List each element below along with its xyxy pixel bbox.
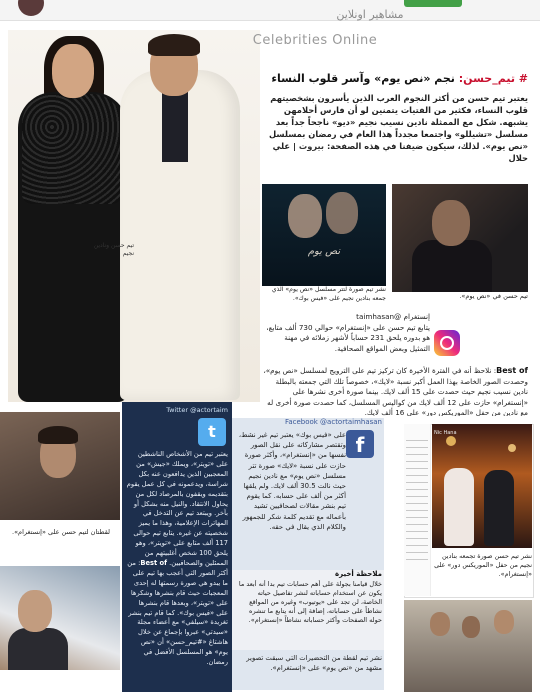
byline-city: بيروت [298,141,325,151]
twitter-bestof-text: من أكثر الصور التي أعجب بها تيم على ما يبدو هي صورة رسمتها له إحدى المعجبات حيث قام بنشرها وشكرها على «تويتر»، وبعدها قام بنشرها على «فيس بوك». كما قام تيم بنشر تغريدة «سيلفي» مع أعضاء مجلة «سيدتي» عبروا بإجماع عن خلال هاشتاغ «#تيم_حسن» أن «نص يوم» هو المسلسل الأفضل في رمضان. [127,558,228,667]
facebook-handle: Facebook @actortaimhasan [284,418,382,426]
series-poster-photo [262,184,386,286]
instagram-card-caption: نشر تيم حسن صورة تجمعه بنادين نجيم من حفل «الموريكس دور» على «إنستغرام». [434,552,532,578]
twitter-icon: t [198,418,226,446]
headline-text: نجم «نص يوم» وآسر قلوب النساء [271,72,459,85]
behind-scenes-photo [404,600,532,692]
couple-caption: تيم حسن ونادين نجيم [93,242,134,257]
poster-face-shape [288,194,322,238]
instagram-handle: @taimhasan [356,312,402,321]
twitter-text: يعتبر تيم من الأشخاص الناشطين على «تويتر»، ويملك «جيش» من المعجبين الذين يدافعون عنه بكل شراسة، ويدعمونه في كل عمل يقوم بتقديمه ويقفون بالمرصاد لكل من يحاول الانتقاد. والنيل منه بشكل أو بآخر. ويبتعد تيم عن التدخل في المهاترات الإعلامية، وهذا ما يميز شخصيته عن غيره. يتابع تيم حوالى 117 ألف متابع على «تويتر»، وهو يلحق 100 شخص أغلبيتهم من الممثلين والصحافيين. Best of: من أكثر الصور التي أعجب بها تيم على ما يبدو هي صورة رسمتها له إحدى المعجبات حيث قام بنشرها وشكرها على «تويتر»، وبعدها قام بنشرها على «فيس بوك». كما قام تيم بنشر تغريدة «سيلفي» مع أعضاء مجلة «سيدتي» عبروا بإجماع عن خلال هاشتاغ «#تيم_حسن» أن «نص يوم» هو المسلسل الأفضل في رمضان. [126,450,228,667]
facebook-text: على «فيس بوك» يعتبر تيم غير نشط، وتقتصر مشاركاته على نقل الصور نفسها من «إنستغرام»، وأكثر صورة حازت على نسبة «لايك» صورة تتر مسلسل «نص يوم» مع نادين نجيم حيث نالت 30.5 ألف لايك. ولم يلقها أكثر من ألف على حسابه. كما يقوم تيم بنشر مقالات لصحافيين تشيد بأعماله مع تقديم كلمة شكر للجمهور والكلام الذي يقال في حقه. [238,431,346,531]
poster-caption: نشر تيم صورة لتتر مسلسل «نص يوم» الذي جمعه بنادين نجيم على «فيس بوك». [271,286,386,302]
headline-hashtag: # تيم_حسن: [458,72,528,85]
site-logo-english: Celebrities Online [252,33,378,48]
instagram-bestof: Best of: نلاحظ أنه في الفترة الأخيرة كان تركيز تيم على الترويج لمسلسل «نص يوم»، وحصدت الصور الخاصة بهذا العمل أكبر نسبة «لايك»، خصوصاً تلك التي جمعته بالبطلة نادين نسيب نجيم حيث حصدت على 15 ألف لايك. بينما صورة أخرى نشرها على «إنستغرام» حازت على 12 ألف لايك من كواليس المسلسل، كما حصدت صورة أخرى له مع نادين من حفل «الموريكس دور» على 16 ألف لايك. [263,366,528,416]
note-text: خلال قيامنا بجولة على أهم حسابات تيم بدا أنه أبعد ما يكون عن استخدام حساباته لنشر تفاصيل حياته الخاصة، لن تجد على «يوتيوب» وغيره من المواقع نشاطاً على حساباته، إضافة إلى أنه يتابع ما تنشره حوله الصفحات وأكثر حساباته نشاطاً «إنستغرام». [238,580,382,624]
taim-figure-shape [484,470,514,546]
taim-photo-body-shape [412,240,492,292]
instagram-text: يتابع تيم حسن على «إنستغرام» حوالي 730 ألف متابع، هو بدوره يلحق 231 حساباً لأشهر زملائه في مهنة التمثيل وبعض المواقع الصحافية. [266,322,430,353]
instagram-photos-caption: لقطتان لتيم حسن على «إنستغرام». [12,528,110,536]
man-shirt-shape [162,92,188,162]
action-button[interactable] [404,0,462,7]
poster-title: نص يوم [307,246,341,257]
twitter-body: يعتبر تيم من الأشخاص الناشطين على «تويتر»، ويملك «جيش» من المعجبين الذين يدافعون عنه بكل شراسة، ويدعمونه في كل عمل يقوم بتقديمه ويقفون بالمرصاد لكل من يحاول الانتقاد. والنيل منه بشكل أو بآخر. ويبتعد تيم عن التدخل في المهاترات الإعلامية، وهذا ما يميز شخصيته عن غيره. يتابع تيم حوالى 117 ألف متابع على «تويتر»، وهو يلحق 100 شخص أغلبيتهم من الممثلين والصحافيين. [126,450,228,567]
article-headline [258,72,528,85]
poster-face-shape [326,192,358,234]
twitter-bestof-tag: Best of [140,558,168,567]
nadine-figure-shape [444,468,474,546]
instagram-label: إنستغرام [403,312,430,321]
stage-light-shape [446,436,456,446]
instagram-section [262,312,430,354]
site-logo-arabic: مشاهير اونلاين [336,8,404,21]
taim-photo-caption: تيم حسن في «نص يوم». [459,292,528,300]
photo-hair-shape [38,426,78,444]
intro-text: يعتبر تيم حسن من أكثر النجوم العرب الذين يأسرون بشخصيتهم قلوب النساء، فكثير من الفتيات يتمنين لو أن فارس أحلامهن يشبهه. شكل مع الممثلة نادين نسيب نجيم «ديو» ناجحاً جداً بعد مسلسل «تشيللو» واجتمعا مجدداً هذا العام في رمضان بمسلسل «نص يوم». لذلك، سيكون ضيفنا في هذه الصفحة: [269,93,528,151]
byline-author: علي حلال [272,141,528,163]
twitter-handle: Twitter @actortaim [166,406,228,414]
stage-light-shape [508,444,516,452]
photo-body-shape [8,628,68,670]
instagram-icon-lens [440,336,454,350]
note-title: ملاحظة أخيرة [335,570,382,578]
bestof-tag: Best of [496,366,528,375]
facebook-icon: f [346,430,374,458]
instagram-card-comments [406,440,428,560]
bestof-text: نلاحظ أنه في الفترة الأخيرة كان تركيز تيم على الترويج لمسلسل «نص يوم»، وحصدت الصور الخاصة بهذا العمل أكبر نسبة «لايك»، خصوصاً تلك التي جمعته بالبطلة نادين نسيب نجيم حيث حصدت على 15 ألف لايك. بينما صورة أخرى نشرها على «إنستغرام» حازت على 12 ألف لايك من كواليس المسلسل، كما حصدت صورة أخرى له مع نادين من حفل «الموريكس دور» على 16 ألف لايك. [263,366,528,416]
woman-lace-shape [22,94,122,204]
crowd-head-shape [430,612,450,636]
crowd-head-shape [494,610,514,634]
woman-head-shape [52,44,94,98]
man-hair-shape [148,34,200,56]
photo-face-shape [18,590,52,632]
instagram-card-username: Nic Hana [434,430,457,436]
bottom-caption: نشر تيم لقطة من التحضيرات التي سبقت تصوير مشهد من «نص يوم» على «إنستغرام». [246,654,382,672]
taim-photo-face-shape [432,200,470,246]
article-intro: يعتبر تيم حسن من أكثر النجوم العرب الذين يأسرون بشخصيتهم قلوب النساء، فكثير من الفتيات يتمنين لو أن فارس أحلامهن يشبهه. شكل مع الممثلة نادين نسيب نجيم «ديو» ناجحاً جداً بعد مسلسل «تشيللو» واجتمعا مجدداً هذا العام في رمضان بمسلسل «نص يوم». لذلك، سيكون ضيفنا في هذه الصفحة: بيروت | علي حلال [269,93,528,163]
crowd-head-shape [462,616,480,638]
